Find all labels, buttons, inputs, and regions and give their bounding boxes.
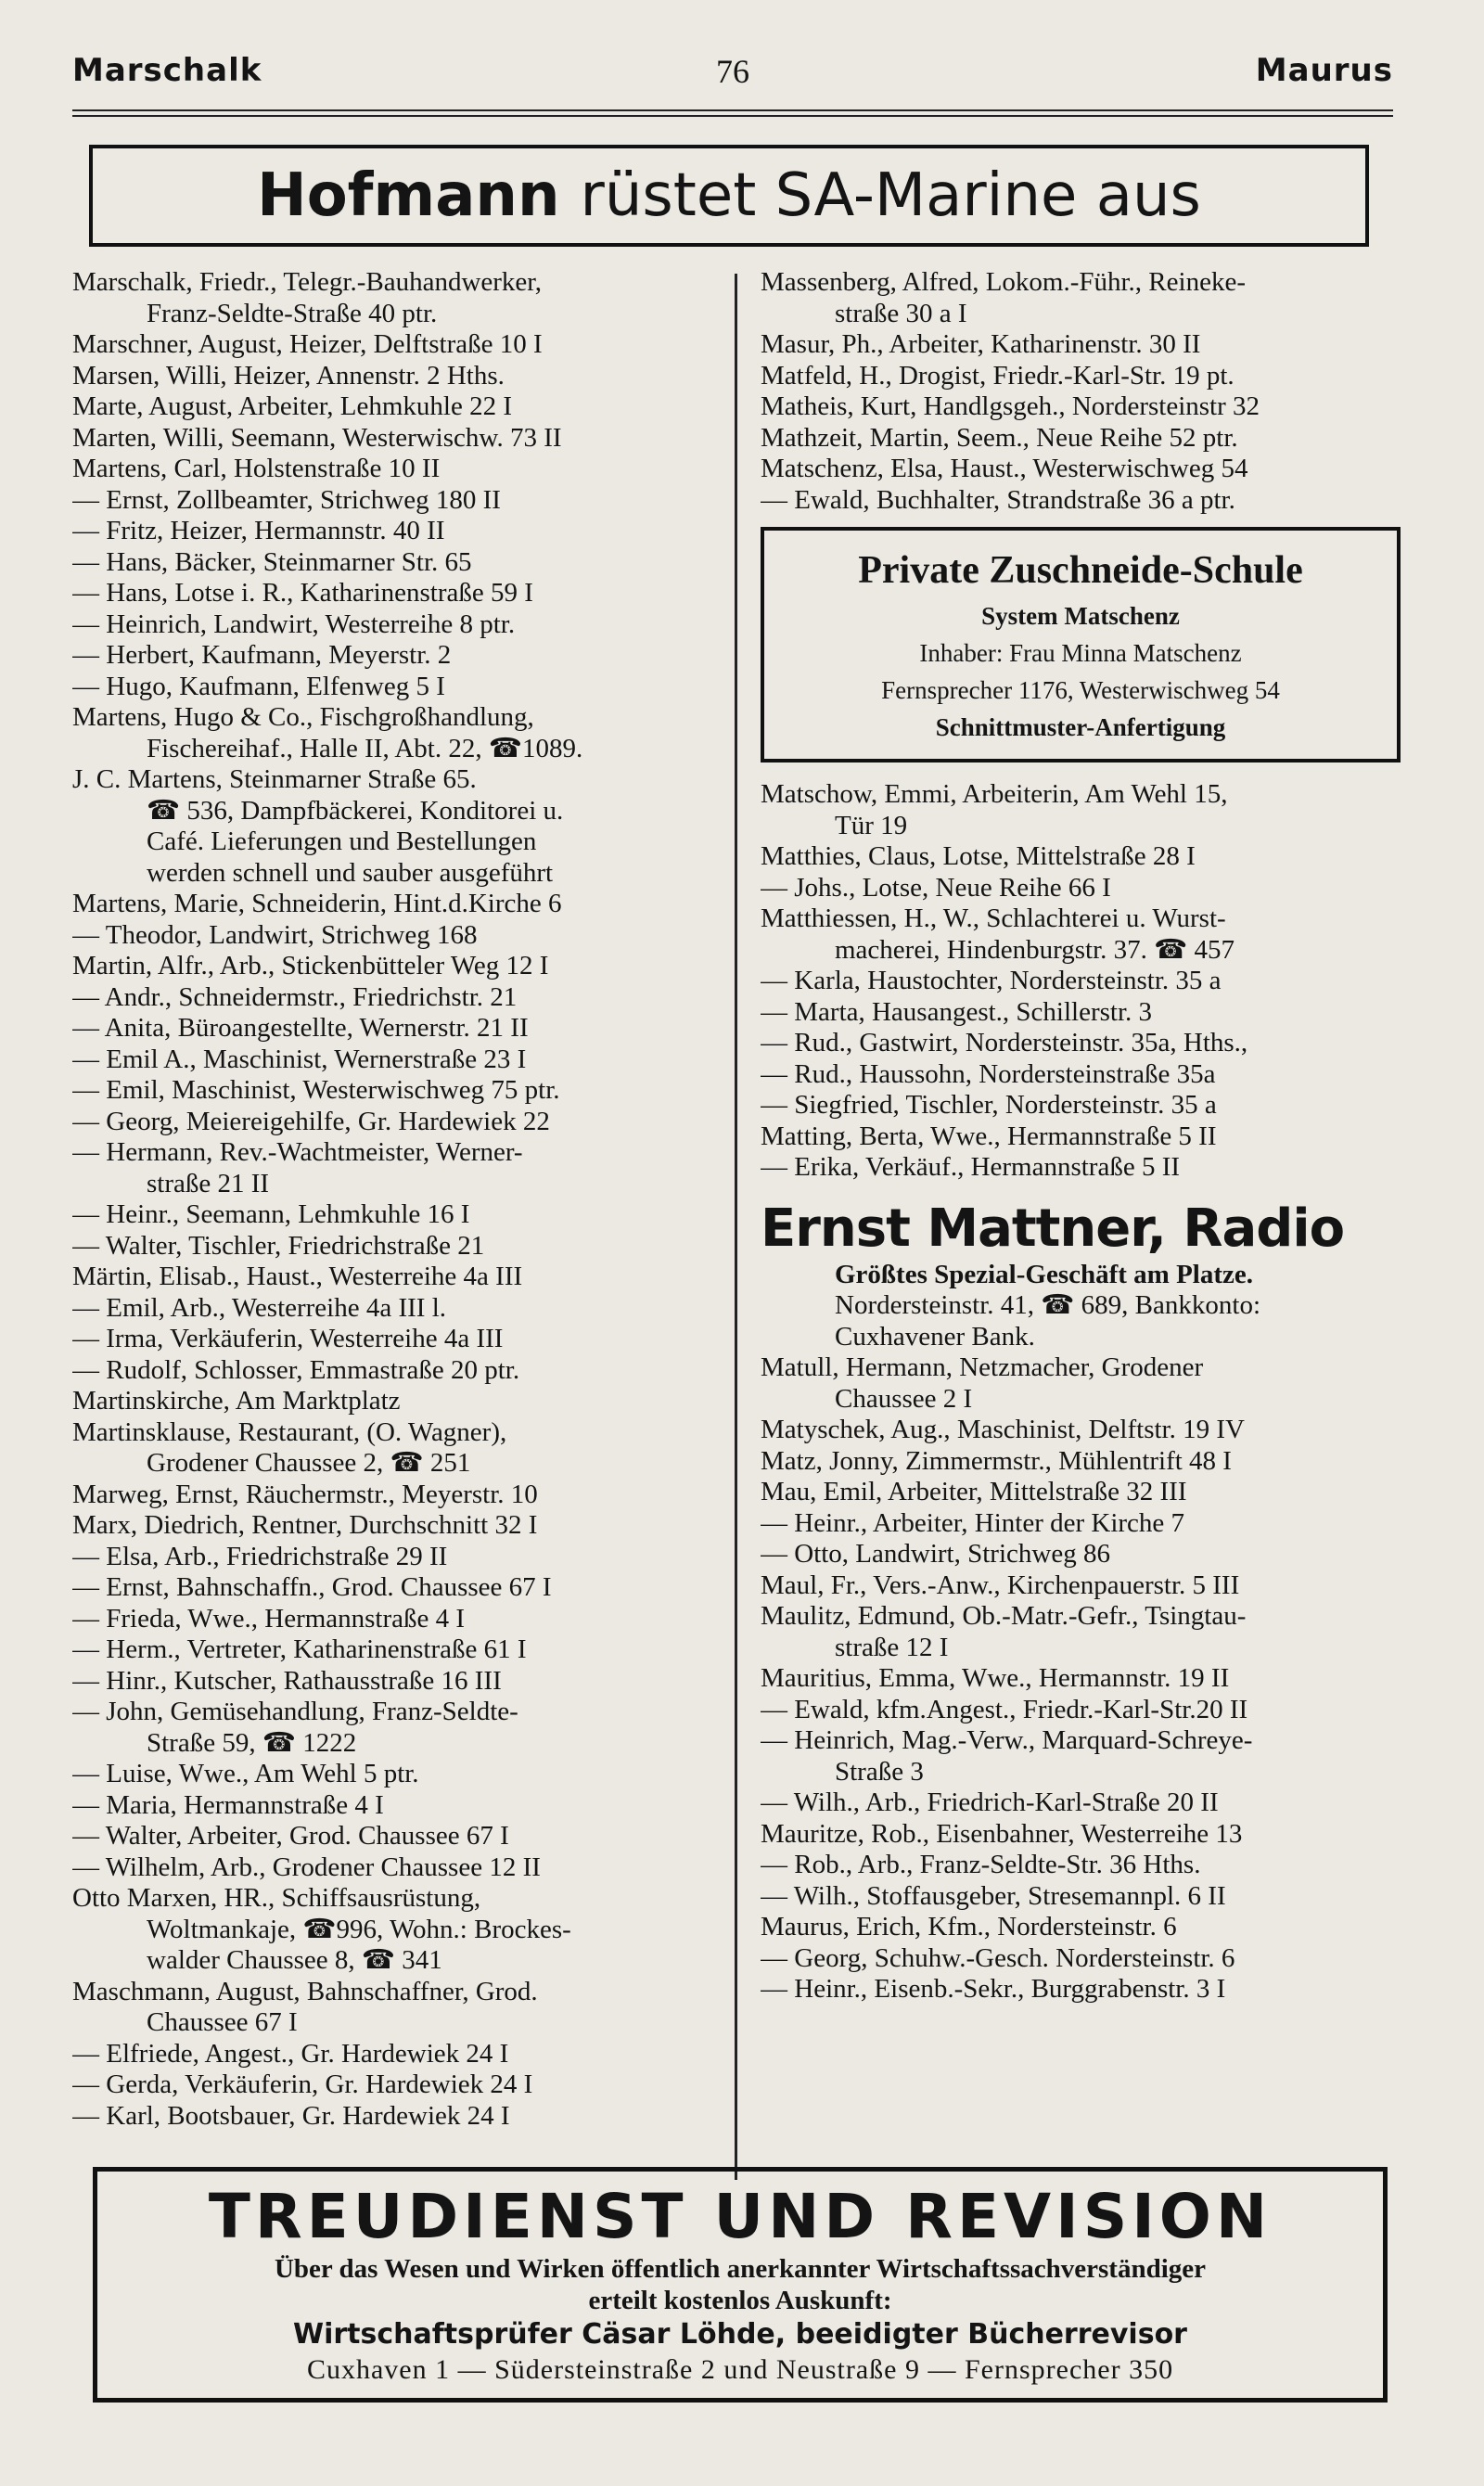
treudienst-line-3: Wirtschaftsprüfer Cäsar Löhde, beeidigter Bücherrevisor — [293, 2318, 1187, 2351]
right-entries-mid — [761, 779, 1401, 1184]
directory-entry: — Ernst, Zollbeamter, Strichweg 180 II — [72, 484, 501, 515]
left-column — [72, 267, 716, 2132]
running-head-left: Marschalk — [72, 52, 262, 89]
directory-entry: Fischereihaf., Halle II, Abt. 22, ☎1089. — [147, 733, 583, 763]
treudienst-line-1: Über das Wesen und Wirken öffentlich anerkannter Wirtschaftssachverständiger — [274, 2254, 1207, 2284]
directory-entry: — Maria, Hermannstraße 4 I — [72, 1789, 384, 1820]
directory-entry: — Wilh., Stoffausgeber, Stresemannpl. 6 II — [761, 1880, 1226, 1911]
directory-entry: — Theodor, Landwirt, Strichweg 168 — [72, 919, 478, 950]
directory-entry: — Emil, Maschinist, Westerwischweg 75 ptr. — [72, 1075, 560, 1105]
directory-entry: Café. Lieferungen und Bestellungen — [147, 827, 537, 856]
directory-entry: Mathzeit, Martin, Seem., Neue Reihe 52 ptr. — [761, 422, 1238, 453]
directory-entry: — Heinrich, Mag.-Verw., Marquard-Schreye- — [761, 1725, 1253, 1755]
directory-entry: Otto Marxen, HR., Schiffsausrüstung, — [72, 1883, 481, 1913]
directory-entry: straße 30 a I — [835, 298, 967, 328]
directory-entry: — Fritz, Heizer, Hermannstr. 40 II — [72, 516, 445, 545]
page-header — [72, 52, 1393, 89]
directory-entry: Martin, Alfr., Arb., Stickenbütteler Weg 12 I — [72, 951, 549, 980]
directory-entry: walder Chaussee 8, ☎ 341 — [147, 1945, 442, 1975]
directory-entry: — Irma, Verkäuferin, Westerreihe 4a III — [72, 1324, 504, 1353]
ad-title: Private Zuschneide-Schule — [858, 549, 1303, 592]
directory-entry: Matschow, Emmi, Arbeiterin, Am Wehl 15, — [761, 779, 1228, 809]
directory-entry: — Elsa, Arb., Friedrichstraße 29 II — [72, 1541, 448, 1571]
directory-entry: — Heinrich, Landwirt, Westerreihe 8 ptr. — [72, 609, 516, 639]
directory-entry: Maulitz, Edmund, Ob.-Matr.-Gefr., Tsingtau- — [761, 1601, 1247, 1631]
treudienst-line-4: Cuxhaven 1 — Südersteinstraße 2 und Neustraße 9 — Fernsprecher 350 — [306, 2354, 1174, 2385]
directory-entry: werden schnell und sauber ausgeführt — [147, 857, 554, 888]
directory-entry: — Otto, Landwirt, Strichweg 86 — [761, 1539, 1110, 1569]
directory-entry: — Anita, Büroangestellte, Wernerstr. 21 II — [72, 1013, 529, 1043]
directory-entry: Tür 19 — [835, 810, 908, 840]
directory-entry: ☎ 536, Dampfbäckerei, Konditorei u. — [147, 795, 564, 826]
directory-entry: Mau, Emil, Arbeiter, Mittelstraße 32 III — [761, 1477, 1187, 1506]
directory-entry: Martinskirche, Am Marktplatz — [72, 1386, 401, 1416]
directory-entry: Franz-Seldte-Straße 40 ptr. — [147, 298, 438, 328]
directory-entry: — Ewald, Buchhalter, Strandstraße 36 a ptr. — [761, 484, 1235, 515]
directory-entry: macherei, Hindenburgstr. 37. ☎ 457 — [835, 934, 1235, 965]
mattner-title: Ernst Mattner, Radio — [761, 1198, 1345, 1259]
mattner-ad — [761, 1198, 1401, 1353]
directory-entry: — Erika, Verkäuf., Hermannstraße 5 II — [761, 1152, 1181, 1182]
directory-entry: — Ewald, kfm.Angest., Friedr.-Karl-Str.20 II — [761, 1694, 1248, 1724]
directory-entry: — Elfriede, Angest., Gr. Hardewiek 24 I — [72, 2038, 509, 2069]
zuschneideschule-ad — [761, 527, 1401, 762]
directory-entry: Straße 59, ☎ 1222 — [147, 1727, 357, 1758]
directory-entry: Matz, Jonny, Zimmermstr., Mühlentrift 48 I — [761, 1445, 1232, 1476]
directory-entry: — Andr., Schneidermstr., Friedrichstr. 21 — [72, 981, 518, 1012]
directory-entry: Martens, Carl, Holstenstraße 10 II — [72, 454, 441, 483]
header-rule-2 — [72, 115, 1393, 117]
banner-text: rüstet SA-Marine aus — [580, 161, 1201, 230]
directory-entry: Marte, August, Arbeiter, Lehmkuhle 22 I — [72, 391, 513, 421]
directory-entry: — Hans, Lotse i. R., Katharinenstraße 59 I — [72, 578, 533, 608]
hofmann-banner — [89, 145, 1369, 247]
directory-entry: Märtin, Elisab., Haust., Westerreihe 4a III — [72, 1262, 523, 1291]
page-number: 76 — [716, 53, 749, 90]
directory-entry: — Heinr., Arbeiter, Hinter der Kirche 7 — [761, 1507, 1185, 1538]
treudienst-title: TREUDIENST UND REVISION — [208, 2181, 1273, 2252]
treudienst-ad — [93, 2167, 1388, 2403]
ad-line-3: Fernsprecher 1176, Westerwischweg 54 — [881, 676, 1280, 704]
directory-entry: Matheis, Kurt, Handlgsgeh., Nordersteinstr 32 — [761, 391, 1260, 421]
directory-entry: Matthies, Claus, Lotse, Mittelstraße 28 I — [761, 841, 1196, 871]
directory-entry: Martens, Hugo & Co., Fischgroßhandlung, — [72, 702, 534, 732]
directory-entry: Maul, Fr., Vers.-Anw., Kirchenpauerstr. 5 III — [761, 1570, 1240, 1600]
directory-entry: Matull, Hermann, Netzmacher, Grodener — [761, 1352, 1204, 1382]
column-divider — [735, 274, 737, 2180]
right-entries-bottom — [761, 1352, 1401, 2005]
directory-entry: — Karl, Bootsbauer, Gr. Hardewiek 24 I — [72, 2100, 510, 2131]
directory-entry: Chaussee 67 I — [147, 2007, 298, 2037]
directory-entry: — Frieda, Wwe., Hermannstraße 4 I — [72, 1603, 466, 1634]
ad-line-2: Inhaber: Frau Minna Matschenz — [919, 639, 1242, 667]
directory-entry: Maurus, Erich, Kfm., Nordersteinstr. 6 — [761, 1912, 1177, 1941]
directory-entry: Straße 3 — [835, 1756, 924, 1787]
directory-entry: — Emil A., Maschinist, Wernerstraße 23 I — [72, 1044, 527, 1074]
directory-entry: Matfeld, H., Drogist, Friedr.-Karl-Str. 19 pt. — [761, 360, 1235, 391]
directory-entry: — Georg, Schuhw.-Gesch. Nordersteinstr. 6 — [761, 1942, 1235, 1973]
directory-entry: — Rud., Haussohn, Nordersteinstraße 35a — [761, 1058, 1216, 1089]
directory-entry: — Wilh., Arb., Friedrich-Karl-Straße 20 II — [761, 1788, 1219, 1817]
right-entries-top — [761, 267, 1401, 516]
directory-entry: Mauritze, Rob., Eisenbahner, Westerreihe 13 — [761, 1818, 1243, 1849]
directory-entry: Massenberg, Alfred, Lokom.-Führ., Reineke- — [761, 267, 1246, 297]
directory-entry: — Georg, Meiereigehilfe, Gr. Hardewiek 22 — [72, 1106, 550, 1136]
directory-entry: — Hermann, Rev.-Wachtmeister, Werner- — [72, 1137, 523, 1167]
directory-entry: — Hugo, Kaufmann, Elfenweg 5 I — [72, 671, 445, 701]
directory-entry: — Johs., Lotse, Neue Reihe 66 I — [761, 872, 1111, 903]
directory-entry: Woltmankaje, ☎996, Wohn.: Brockes- — [147, 1914, 571, 1944]
directory-entry: — Wilhelm, Arb., Grodener Chaussee 12 II — [72, 1852, 541, 1882]
directory-entry: — Hinr., Kutscher, Rathausstraße 16 III — [72, 1665, 502, 1696]
directory-entry: — Rudolf, Schlosser, Emmastraße 20 ptr. — [72, 1354, 520, 1385]
directory-entry: — Heinr., Seemann, Lehmkuhle 16 I — [72, 1199, 470, 1229]
directory-entry: — Walter, Tischler, Friedrichstraße 21 — [72, 1230, 485, 1261]
directory-entry: — Rob., Arb., Franz-Seldte-Str. 36 Hths. — [761, 1850, 1201, 1879]
treudienst-line-2: erteilt kostenlos Auskunft: — [588, 2286, 892, 2315]
directory-entry: Martens, Marie, Schneiderin, Hint.d.Kirche 6 — [72, 889, 562, 918]
right-column — [761, 267, 1401, 2005]
header-rule — [72, 109, 1393, 111]
ad-line-1: System Matschenz — [981, 602, 1180, 630]
directory-entry: Mauritius, Emma, Wwe., Hermannstr. 19 II — [761, 1663, 1230, 1693]
directory-entry: Marx, Diedrich, Rentner, Durchschnitt 32 I — [72, 1510, 538, 1540]
directory-entry: — John, Gemüsehandlung, Franz-Seldte- — [72, 1697, 518, 1726]
running-head-right: Maurus — [1255, 52, 1393, 89]
directory-entry: Marsen, Willi, Heizer, Annenstr. 2 Hths. — [72, 360, 505, 391]
directory-entry: — Heinr., Eisenb.-Sekr., Burggrabenstr. 3 I — [761, 1974, 1226, 2004]
directory-entry: Matschenz, Elsa, Haust., Westerwischweg 54 — [761, 454, 1248, 483]
directory-entry: — Walter, Arbeiter, Grod. Chaussee 67 I — [72, 1821, 509, 1851]
directory-entry: — Hans, Bäcker, Steinmarner Str. 65 — [72, 546, 472, 577]
directory-entry: — Herm., Vertreter, Katharinenstraße 61 I — [72, 1634, 527, 1664]
banner-bold: Hofmann — [257, 161, 560, 230]
directory-entry: — Gerda, Verkäuferin, Gr. Hardewiek 24 I — [72, 2070, 533, 2099]
directory-entry: — Herbert, Kaufmann, Meyerstr. 2 — [72, 640, 452, 670]
directory-entry: Marschalk, Friedr., Telegr.-Bauhandwerker, — [72, 267, 543, 297]
directory-entry: — Marta, Hausangest., Schillerstr. 3 — [761, 996, 1153, 1027]
directory-entry: straße 21 II — [147, 1168, 270, 1198]
directory-entry: — Siegfried, Tischler, Nordersteinstr. 35 a — [761, 1090, 1217, 1120]
directory-entry: — Ernst, Bahnschaffn., Grod. Chaussee 67 I — [72, 1572, 552, 1602]
directory-entry: Marweg, Ernst, Räuchermstr., Meyerstr. 10 — [72, 1479, 538, 1509]
directory-entry: Masur, Ph., Arbeiter, Katharinenstr. 30 II — [761, 329, 1201, 359]
directory-entry: Chaussee 2 I — [835, 1383, 973, 1414]
directory-entry: Martinsklause, Restaurant, (O. Wagner), — [72, 1416, 507, 1447]
mattner-line-1: Größtes Spezial-Geschäft am Platze. — [835, 1259, 1254, 1289]
mattner-line-2: Nordersteinstr. 41, ☎ 689, Bankkonto: — [835, 1290, 1261, 1320]
directory-entry: Maschmann, August, Bahnschaffner, Grod. — [72, 1976, 538, 2006]
directory-entry: — Emil, Arb., Westerreihe 4a III l. — [72, 1292, 447, 1323]
directory-entry: Marten, Willi, Seemann, Westerwischw. 73 II — [72, 422, 562, 453]
directory-entry: — Karla, Haustochter, Nordersteinstr. 35 a — [761, 966, 1222, 995]
directory-entry: Marschner, August, Heizer, Delftstraße 10 I — [72, 329, 543, 359]
directory-entry: J. C. Martens, Steinmarner Straße 65. — [72, 764, 477, 794]
directory-entry: Matyschek, Aug., Maschinist, Delftstr. 19 IV — [761, 1415, 1245, 1444]
directory-entry: straße 12 I — [835, 1632, 949, 1662]
directory-entry: — Luise, Wwe., Am Wehl 5 ptr. — [72, 1759, 419, 1788]
directory-entry: Matting, Berta, Wwe., Hermannstraße 5 II — [761, 1121, 1217, 1151]
directory-entry: — Rud., Gastwirt, Nordersteinstr. 35a, Hths., — [761, 1028, 1248, 1057]
directory-entry: Matthiessen, H., W., Schlachterei u. Wurst- — [761, 903, 1226, 933]
mattner-line-3: Cuxhavener Bank. — [835, 1321, 1035, 1352]
ad-line-4: Schnittmuster-Anfertigung — [935, 713, 1226, 741]
directory-entry: Grodener Chaussee 2, ☎ 251 — [147, 1448, 471, 1478]
